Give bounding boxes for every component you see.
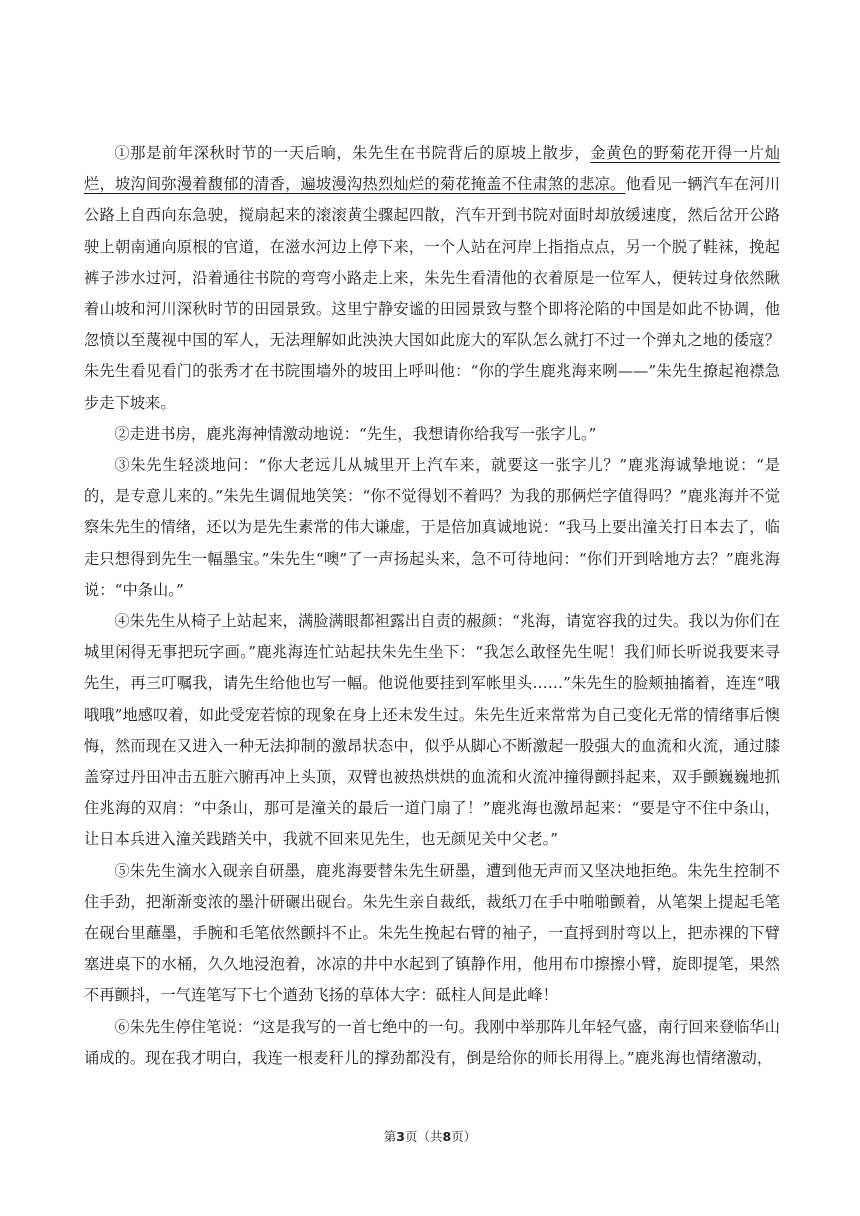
paragraph-5: ⑤朱先生滴水入砚亲自研墨，鹿兆海要替朱先生研墨，遭到他无声而又坚决地拒绝。朱先生控制不住手劲，把渐渐变浓的墨汁研碾出砚台。朱先生亲自裁纸，裁纸刀在手中啪啪颤着，从笔架上提起毛笔在砚台里蘸墨，手腕和毛笔依然颤抖不止。朱先生挽起右臂的袖子，一直捋到肘弯以上，把赤裸的下臂塞进桌下的水桶，久久地浸泡着，冰凉的井中水起到了镇静作用，他用布巾擦擦小臂，旋即提笔，果然不再颤抖，一气连笔写下七个遒劲飞扬的草体大字：砥柱人间是此峰！ — [84, 861, 780, 1005]
paragraph-1-text-rest: 他看见一辆汽车在河川公路上自西向东急驶，搅扇起来的滚滚黄尘骤起四散，汽车开到书院对面时却放缓速度，然后岔开公路驶上朝南通向原根的官道，在滋水河边上停下来，一个人站在河岸上指指点点，另一个脱了鞋袜，挽起裤子涉水过河，沿着通往书院的弯弯小路走上来，朱先生看清他的衣着原是一位军人，便转过身依然瞅着山坡和河川深秋时节的田园景致。这里宁静安谧的田园景致与整个即将沦陷的中国是如此不协调，他忽愤以至蔑视中国的军人，无法理解如此泱泱大国如此庞大的军队怎么就打不过一个弹丸之地的倭寇？朱先生看见看门的张秀才在书院围墙外的坡田上呼叫他：“你的学生鹿兆海来咧——”朱先生撩起袍襟急步走下坡来。 — [84, 175, 781, 412]
footer-prefix: 第 — [383, 1129, 397, 1144]
document-body — [84, 138, 780, 1074]
footer-total-pages: 8 — [442, 1129, 452, 1144]
paragraph-1 — [84, 138, 780, 419]
paragraph-1-text-start: ①那是前年深秋时节的一天后晌，朱先生在书院背后的原坡上散步， — [114, 144, 591, 162]
footer-page-number: 3 — [396, 1129, 405, 1144]
paragraph-4: ④朱先生从椅子上站起来，满脸满眼都袒露出自责的赧颜：“兆海，请宽容我的过失。我以为你们在城里闲得无事把玩字画。”鹿兆海连忙站起扶朱先生坐下：“我怎么敢怪先生呢！我们师长听说我要来寻先生，再三叮嘱我，请先生给他也写一幅。他说他要挂到军帐里头……”朱先生的脸颊抽搐着，连连“哦哦哦”地感叹着，如此受宠若惊的现象在身上还未发生过。朱先生近来常常为自己变化无常的情绪事后懊悔，然而现在又进入一种无法抑制的激昂状态中，似乎从脚心不断激起一股强大的血流和火流，通过膝盖穿过丹田冲击五脏六腑再冲上头顶，双臂也被热烘烘的血流和火流冲撞得颤抖起来，双手颤巍巍地抓住兆海的双肩：“中条山，那可是潼关的最后一道门扇了！”鹿兆海也激昂起来：“要是守不住中条山，让日本兵进入潼关践踏关中，我就不回来见先生，也无颜见关中父老。” — [84, 612, 780, 849]
paragraph-3: ③朱先生轻淡地问：“你大老远儿从城里开上汽车来，就要这一张字儿？”鹿兆海诚挚地说：“是的，是专意儿来的。”朱先生调侃地笑笑：“你不觉得划不着吗？为我的那俩烂字值得吗？”鹿兆海并不觉察朱先生的情绪，还以为是先生素常的伟大谦虚，于是倍加真诚地说：“我马上要出潼关打日本去了，临走只想得到先生一幅墨宝。”朱先生“噢”了一声扬起头来，急不可待地问：“你们开到啥地方去？”鹿兆海说：“中条山。” — [84, 456, 780, 599]
paragraph-1-underlined-text: 金黄色的野菊花开得一片灿烂，坡沟间弥漫着馥郁的清香，遍坡漫沟热烈灿烂的菊花掩盖不住肃煞的悲凉。 — [84, 144, 780, 194]
footer-middle: 页（共 — [404, 1129, 443, 1144]
page-footer — [0, 1127, 860, 1145]
paragraph-6: ⑥朱先生停住笔说：“这是我写的一首七绝中的一句。我刚中举那阵儿年轻气盛，南行回来登临华山诵成的。现在我才明白，我连一根麦秆儿的撑劲都没有，倒是给你的师长用得上。”鹿兆海也情绪激动， — [84, 1017, 780, 1067]
paragraph-2: ②走进书房，鹿兆海神情激动地说：“先生，我想请你给我写一张字儿。” — [114, 424, 597, 443]
footer-suffix: 页） — [451, 1129, 477, 1144]
